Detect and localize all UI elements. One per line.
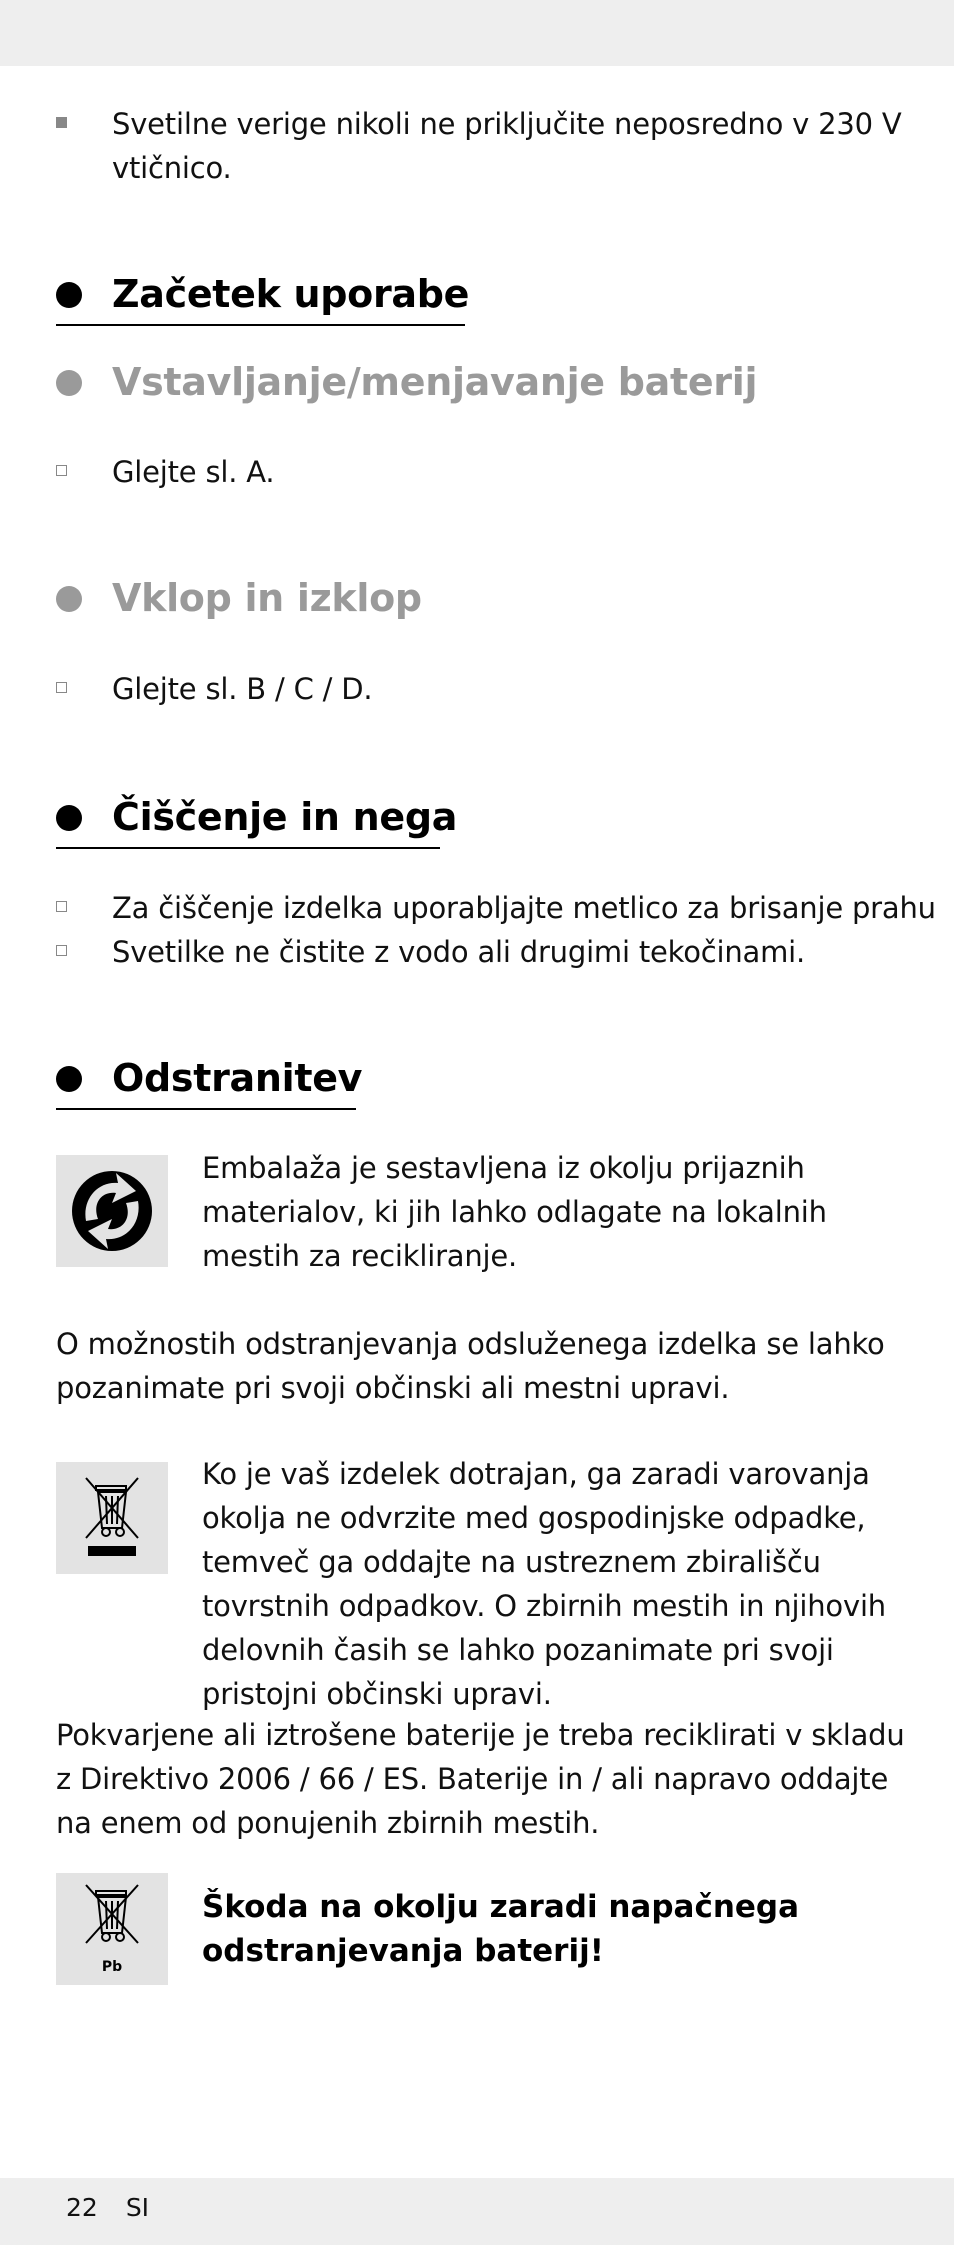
language-code: SI xyxy=(125,2193,150,2222)
pb-label: Pb xyxy=(101,1959,123,1975)
section-title-cleaning: Čiščenje in nega xyxy=(112,795,458,839)
heading-underline xyxy=(56,1108,356,1110)
section-title-start: Začetek uporabe xyxy=(112,272,470,316)
heading-underline xyxy=(56,324,465,326)
section-title-onoff: Vklop in izklop xyxy=(112,576,422,620)
packaging-text: Embalaža je sestavljena iz okolju prijaznih materialov, ki jih lahko odlagate na lokalnih mestih za recikliranje. xyxy=(202,1151,827,1273)
heading-dot-icon xyxy=(56,805,82,831)
checkbox-bullet-icon xyxy=(56,682,67,693)
cleaning-item-text: Za čiščenje izdelka uporabljajte metlico za brisanje prahu xyxy=(112,891,936,925)
heading-dot-icon xyxy=(56,1066,82,1092)
crossed-out-bin-pb-icon xyxy=(56,1873,168,1985)
checkbox-bullet-icon xyxy=(56,945,67,956)
cleaning-item-text: Svetilke ne čistite z vodo ali drugimi tekočinami. xyxy=(112,935,806,969)
intro-bullet-text: Svetilne verige nikoli ne priključite neposredno v 230 V vtičnico. xyxy=(112,107,902,185)
disposal-options-text: O možnostih odstranjevanja odsluženega izdelka se lahko pozanimate pri svoji občinski ali mestni upravi. xyxy=(56,1327,885,1405)
weee-disposal-text: Ko je vaš izdelek dotrajan, ga zaradi varovanja okolja ne odvrzite med gospodinjske odpadke, temveč ga oddajte na ustreznem zbirališču tovrstnih odpadkov. O zbirnih mestih in njihovih delovnih časih se lahko pozanimate pri svoji pristojni občinski upravi. xyxy=(202,1457,886,1711)
battery-instruction-text: Glejte sl. A. xyxy=(112,455,275,489)
checkbox-bullet-icon xyxy=(56,465,67,476)
green-dot-recycling-icon xyxy=(56,1155,168,1267)
section-title-battery: Vstavljanje/menjavanje baterij xyxy=(112,360,758,404)
battery-warning-text: Škoda na okolju zaradi napačnega odstranjevanja baterij! xyxy=(202,1889,800,1969)
heading-underline xyxy=(56,847,440,849)
top-band xyxy=(0,0,954,66)
crossed-out-wheelie-bin-icon xyxy=(56,1462,168,1574)
heading-dot-icon xyxy=(56,586,82,612)
section-title-disposal: Odstranitev xyxy=(112,1056,363,1100)
onoff-instruction-text: Glejte sl. B / C / D. xyxy=(112,672,373,706)
checkbox-bullet-icon xyxy=(56,901,67,912)
heading-dot-icon xyxy=(56,370,82,396)
page-number: 22 xyxy=(66,2193,98,2222)
square-bullet-icon xyxy=(56,117,67,128)
heading-dot-icon xyxy=(56,282,82,308)
page-footer xyxy=(66,2192,177,2224)
battery-recycling-text: Pokvarjene ali iztrošene baterije je treba reciklirati v skladu z Direktivo 2006 / 66 / ES. Baterije in / ali napravo oddajte na enem od ponujenih zbirnih mestih. xyxy=(56,1718,905,1840)
